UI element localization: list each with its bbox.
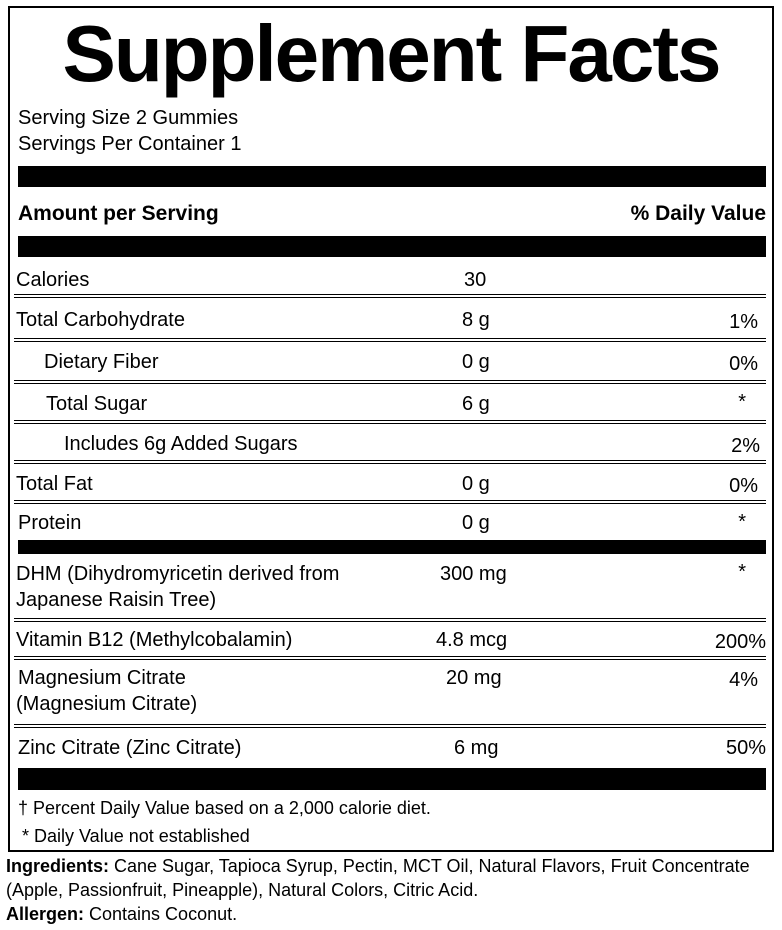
nutrient-name: Includes 6g Added Sugars <box>64 433 298 455</box>
footnote-dagger: † Percent Daily Value based on a 2,000 calorie diet. <box>18 798 431 818</box>
footnote-star: * Daily Value not established <box>22 826 250 846</box>
allergen-statement <box>6 902 776 926</box>
active-amount: 4.8 mcg <box>436 629 508 651</box>
active-name: Magnesium Citrate <box>18 667 186 689</box>
label-title: Supplement Facts <box>62 9 720 98</box>
row-divider <box>14 618 766 619</box>
row-divider <box>14 656 766 657</box>
thick-divider <box>18 236 766 257</box>
ingredients-label: Ingredients: <box>6 856 110 876</box>
thick-divider <box>18 166 766 187</box>
ingredients-statement <box>6 854 776 902</box>
daily-value-header: % Daily Value <box>630 202 766 225</box>
nutrient-amount: 0 g <box>462 512 490 534</box>
nutrient-amount: 8 g <box>462 309 490 331</box>
active-dv: * <box>738 561 746 583</box>
thick-divider <box>18 768 766 790</box>
active-name-cont: (Magnesium Citrate) <box>16 693 198 715</box>
allergen-label: Allergen: <box>6 904 85 924</box>
active-amount: 20 mg <box>446 667 502 689</box>
row-divider <box>14 420 766 421</box>
nutrient-name: Total Sugar <box>46 393 148 415</box>
active-amount: 300 mg <box>440 563 507 585</box>
row-divider <box>14 338 766 339</box>
row-divider <box>14 724 766 725</box>
row-divider <box>14 294 766 295</box>
active-dv: 4% <box>729 669 758 691</box>
nutrient-dv: * <box>738 391 746 413</box>
serving-size: Serving Size 2 Gummies <box>18 107 239 129</box>
ingredients-text: Cane Sugar, Tapioca Syrup, Pectin, MCT Oil, Natural Flavors, Fruit Concentrate (Apple, Passionfruit, Pineapple), Natural Colors, Citric Acid. <box>6 856 750 900</box>
nutrient-name: Protein <box>18 512 82 534</box>
nutrient-name: Calories <box>16 269 90 291</box>
nutrient-dv: * <box>738 511 746 533</box>
nutrient-dv: 1% <box>729 311 758 333</box>
nutrient-amount: 0 g <box>462 351 490 373</box>
servings-per-container: Servings Per Container 1 <box>18 133 242 155</box>
active-amount: 6 mg <box>454 737 499 759</box>
active-name-cont: Japanese Raisin Tree) <box>16 589 217 611</box>
nutrient-dv: 2% <box>731 435 760 457</box>
row-divider <box>14 380 766 381</box>
row-divider <box>14 460 766 461</box>
nutrient-amount: 0 g <box>462 473 490 495</box>
amount-per-serving-header: Amount per Serving <box>18 202 219 225</box>
active-name: Zinc Citrate (Zinc Citrate) <box>18 737 242 759</box>
allergen-text: Contains Coconut. <box>84 904 238 924</box>
nutrient-amount: 6 g <box>462 393 490 415</box>
nutrient-amount: 30 <box>464 269 487 291</box>
nutrient-dv: 0% <box>729 475 758 497</box>
active-dv: 200% <box>714 631 766 653</box>
row-divider <box>14 500 766 501</box>
nutrient-dv: 0% <box>729 353 758 375</box>
thick-divider <box>18 540 766 554</box>
active-name: Vitamin B12 (Methylcobalamin) <box>16 629 293 651</box>
active-name: DHM (Dihydromyricetin derived from <box>16 563 340 585</box>
nutrient-name: Total Carbohydrate <box>16 309 185 331</box>
nutrient-name: Dietary Fiber <box>44 351 159 373</box>
nutrient-name: Total Fat <box>16 473 93 495</box>
active-dv: 50% <box>725 737 766 759</box>
